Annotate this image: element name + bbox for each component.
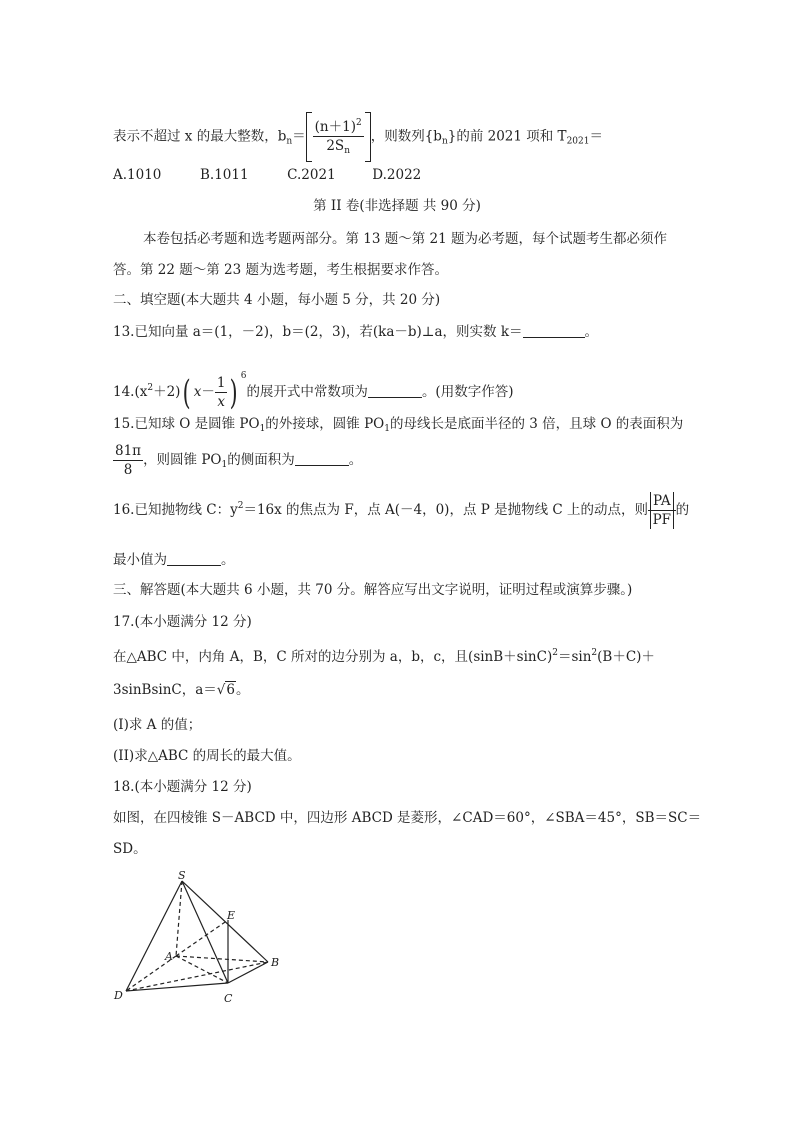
label-C: C (224, 992, 233, 1005)
q16-line2: 最小值为 。 (113, 552, 235, 568)
q18-line1: 如图，在四棱锥 S－ABCD 中，四边形 ABCD 是菱形，∠CAD＝60°，∠SBA＝45°，SB＝SC＝ (113, 810, 702, 826)
pyramid-figure (110, 868, 300, 1013)
section3-heading: 三、解答题(本大题共 6 小题，共 70 分。解答应写出文字说明，证明过程或演算步骤。) (113, 582, 633, 598)
part2-intro-1: 本卷包括必考题和选考题两部分。第 13 题～第 21 题为必考题，每个试题考生都必须作 (143, 231, 668, 247)
q18-title: 18.(本小题满分 12 分) (113, 779, 252, 795)
edge-DC (126, 983, 228, 991)
part2-title: 第 II 卷(非选择题 共 90 分) (313, 198, 481, 214)
q17-part1: (I)求 A 的值； (113, 717, 202, 733)
q14-blank (368, 383, 422, 398)
q13-blank (523, 323, 585, 338)
q17-line1: 在△ABC 中，内角 A，B，C 所对的边分别为 a，b，c，且$(\sin B+\sin C)^2=\sin^2(B+C)+$ (113, 648, 655, 665)
q15-line2: $\frac{81\pi}{8}$ ，则圆锥 $PO_1$的侧面积为 。 (115, 443, 363, 478)
option-c: C.2021 (287, 167, 336, 183)
q12-tail-line: 表示不超过 x 的最大整数，$b_n=$ $\frac{(n+1)^2}{2S_n}$ ，则数列$\{b_n\}$的前 2021 项和 $T_{2021}=$ (113, 112, 603, 162)
q12-options (113, 165, 421, 185)
label-D: D (114, 989, 123, 1002)
q17-line2: 3sinBsinC，a＝√6。 (113, 682, 250, 698)
option-d: D.2022 (372, 167, 422, 183)
q17-part2: (II)求△ABC 的周长的最大值。 (113, 748, 301, 764)
q17-title: 17.(本小题满分 12 分) (113, 614, 252, 630)
q16-blank (167, 551, 221, 566)
q15-line1: 15.已知球 O 是圆锥 $PO_1$的外接球，圆锥 $PO_1$的母线长是底面半径的 3 倍，且球 O 的表面积为 (113, 416, 684, 434)
edge-SC (182, 881, 228, 983)
edge-CB (228, 962, 268, 983)
q16-line1: 16.已知抛物线 C：$y^2=16x$ 的焦点为 F，点 A(－4，0)，点 P 是抛物线 C 上的动点，则 $\frac{PA}{PF}$ 的 (113, 493, 690, 528)
q14: $14.(x^2+2)$( x－ $\frac{1}{x}$ ) $^6$的展开式中常数项为 。(用数字作答) (113, 371, 514, 413)
q15-blank (295, 451, 349, 466)
q18-line2: SD。 (113, 841, 147, 857)
section2-heading: 二、填空题(本大题共 4 小题，每小题 5 分，共 20 分) (113, 292, 441, 308)
option-b: B.1011 (200, 167, 249, 183)
label-E: E (227, 909, 236, 922)
part2-intro-2: 答。第 22 题～第 23 题为选考题，考生根据要求作答。 (113, 262, 449, 278)
edge-SD (126, 881, 182, 991)
option-a: A.1010 (113, 167, 162, 183)
label-B: B (271, 956, 280, 969)
edge-AB (176, 956, 268, 962)
floor-bracket: $\frac{(n+1)^2}{2S_n}$ (306, 112, 371, 162)
label-S: S (178, 869, 186, 882)
q13: 13.已知向量 a＝(1，－2)，b＝(2，3)，若(ka－b)⊥a，则实数 k＝ 。 (113, 324, 598, 340)
label-A: A (165, 950, 173, 963)
